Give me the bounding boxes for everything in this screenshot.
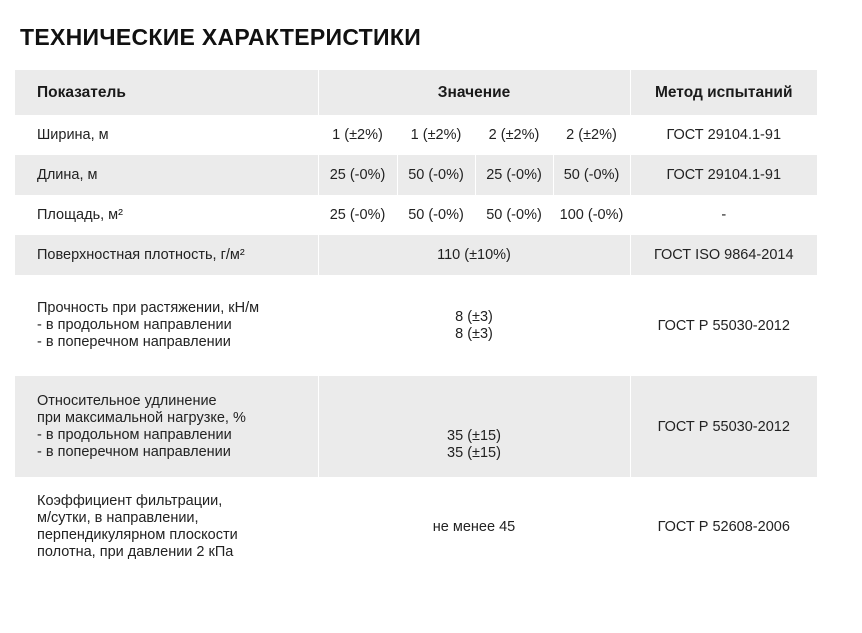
row-value: 2 (±2%) xyxy=(553,115,630,155)
row-value-line: 8 (±3) xyxy=(455,308,493,325)
row-value: 100 (-0%) xyxy=(553,195,630,235)
table-header-row xyxy=(15,70,817,115)
row-method: ГОСТ Р 52608-2006 xyxy=(657,518,790,535)
row-method: ГОСТ 29104.1-91 xyxy=(666,127,782,143)
table-row xyxy=(15,376,817,477)
row-value-line: 8 (±3) xyxy=(455,325,493,342)
row-label-line: Относительное удлинение xyxy=(37,392,217,409)
specs-table xyxy=(15,70,817,576)
row-label-line: Прочность при растяжении, кН/м xyxy=(37,300,260,316)
row-value: 50 (-0%) xyxy=(553,155,630,195)
row-label-line: - в продольном направлении xyxy=(37,426,232,443)
row-value: 1 (±2%) xyxy=(397,115,475,155)
page-title: ТЕХНИЧЕСКИЕ ХАРАКТЕРИСТИКИ xyxy=(20,24,422,50)
row-label: Поверхностная плотность, г/м² xyxy=(15,235,318,275)
row-label: Длина, м xyxy=(15,155,318,195)
row-method: ГОСТ ISO 9864-2014 xyxy=(630,235,817,275)
row-value: 50 (-0%) xyxy=(475,195,553,235)
header-method: Метод испытаний xyxy=(630,70,817,115)
row-value: 50 (-0%) xyxy=(397,195,475,235)
row-value: не менее 45 xyxy=(318,477,630,576)
row-value: 25 (-0%) xyxy=(475,155,553,195)
row-value: 25 (-0%) xyxy=(318,155,397,195)
row-label-line: - в продольном направлении xyxy=(37,317,232,333)
row-value: 110 (±10%) xyxy=(318,235,630,275)
row-label-line: м/сутки, в направлении, xyxy=(37,509,199,526)
row-value: 50 (-0%) xyxy=(397,155,475,195)
table-row xyxy=(15,477,817,576)
header-indicator: Показатель xyxy=(15,70,318,115)
row-method: ГОСТ Р 55030-2012 xyxy=(630,376,817,477)
row-label-line: при максимальной нагрузке, % xyxy=(37,409,246,426)
table-row xyxy=(15,115,817,155)
row-label xyxy=(15,477,318,576)
row-method: ГОСТ Р 55030-2012 xyxy=(657,317,790,334)
row-label-line: полотна, при давлении 2 кПа xyxy=(37,543,234,560)
row-value-line: 35 (±15) xyxy=(447,444,501,461)
row-label xyxy=(15,376,318,477)
row-label xyxy=(15,275,318,376)
row-value: 25 (-0%) xyxy=(318,195,397,235)
table-row xyxy=(15,275,817,376)
header-value: Значение xyxy=(318,70,630,115)
row-value: 1 (±2%) xyxy=(318,115,397,155)
row-label-line: перпендикулярном плоскости xyxy=(37,526,238,543)
row-label: Площадь, м² xyxy=(15,195,318,235)
row-method: ГОСТ 29104.1-91 xyxy=(630,155,817,195)
row-value: 2 (±2%) xyxy=(475,115,553,155)
row-label-line: Коэффициент фильтрации, xyxy=(37,492,223,509)
row-label-line: - в поперечном направлении xyxy=(37,334,231,350)
row-method: - xyxy=(721,207,727,223)
row-label-line: - в поперечном направлении xyxy=(37,443,231,460)
table-row xyxy=(15,155,817,195)
row-value xyxy=(318,275,630,376)
row-label: Ширина, м xyxy=(15,115,318,155)
row-value xyxy=(318,376,630,477)
table-row xyxy=(15,235,817,275)
table-row xyxy=(15,195,817,235)
row-value-line: 35 (±15) xyxy=(447,427,501,444)
